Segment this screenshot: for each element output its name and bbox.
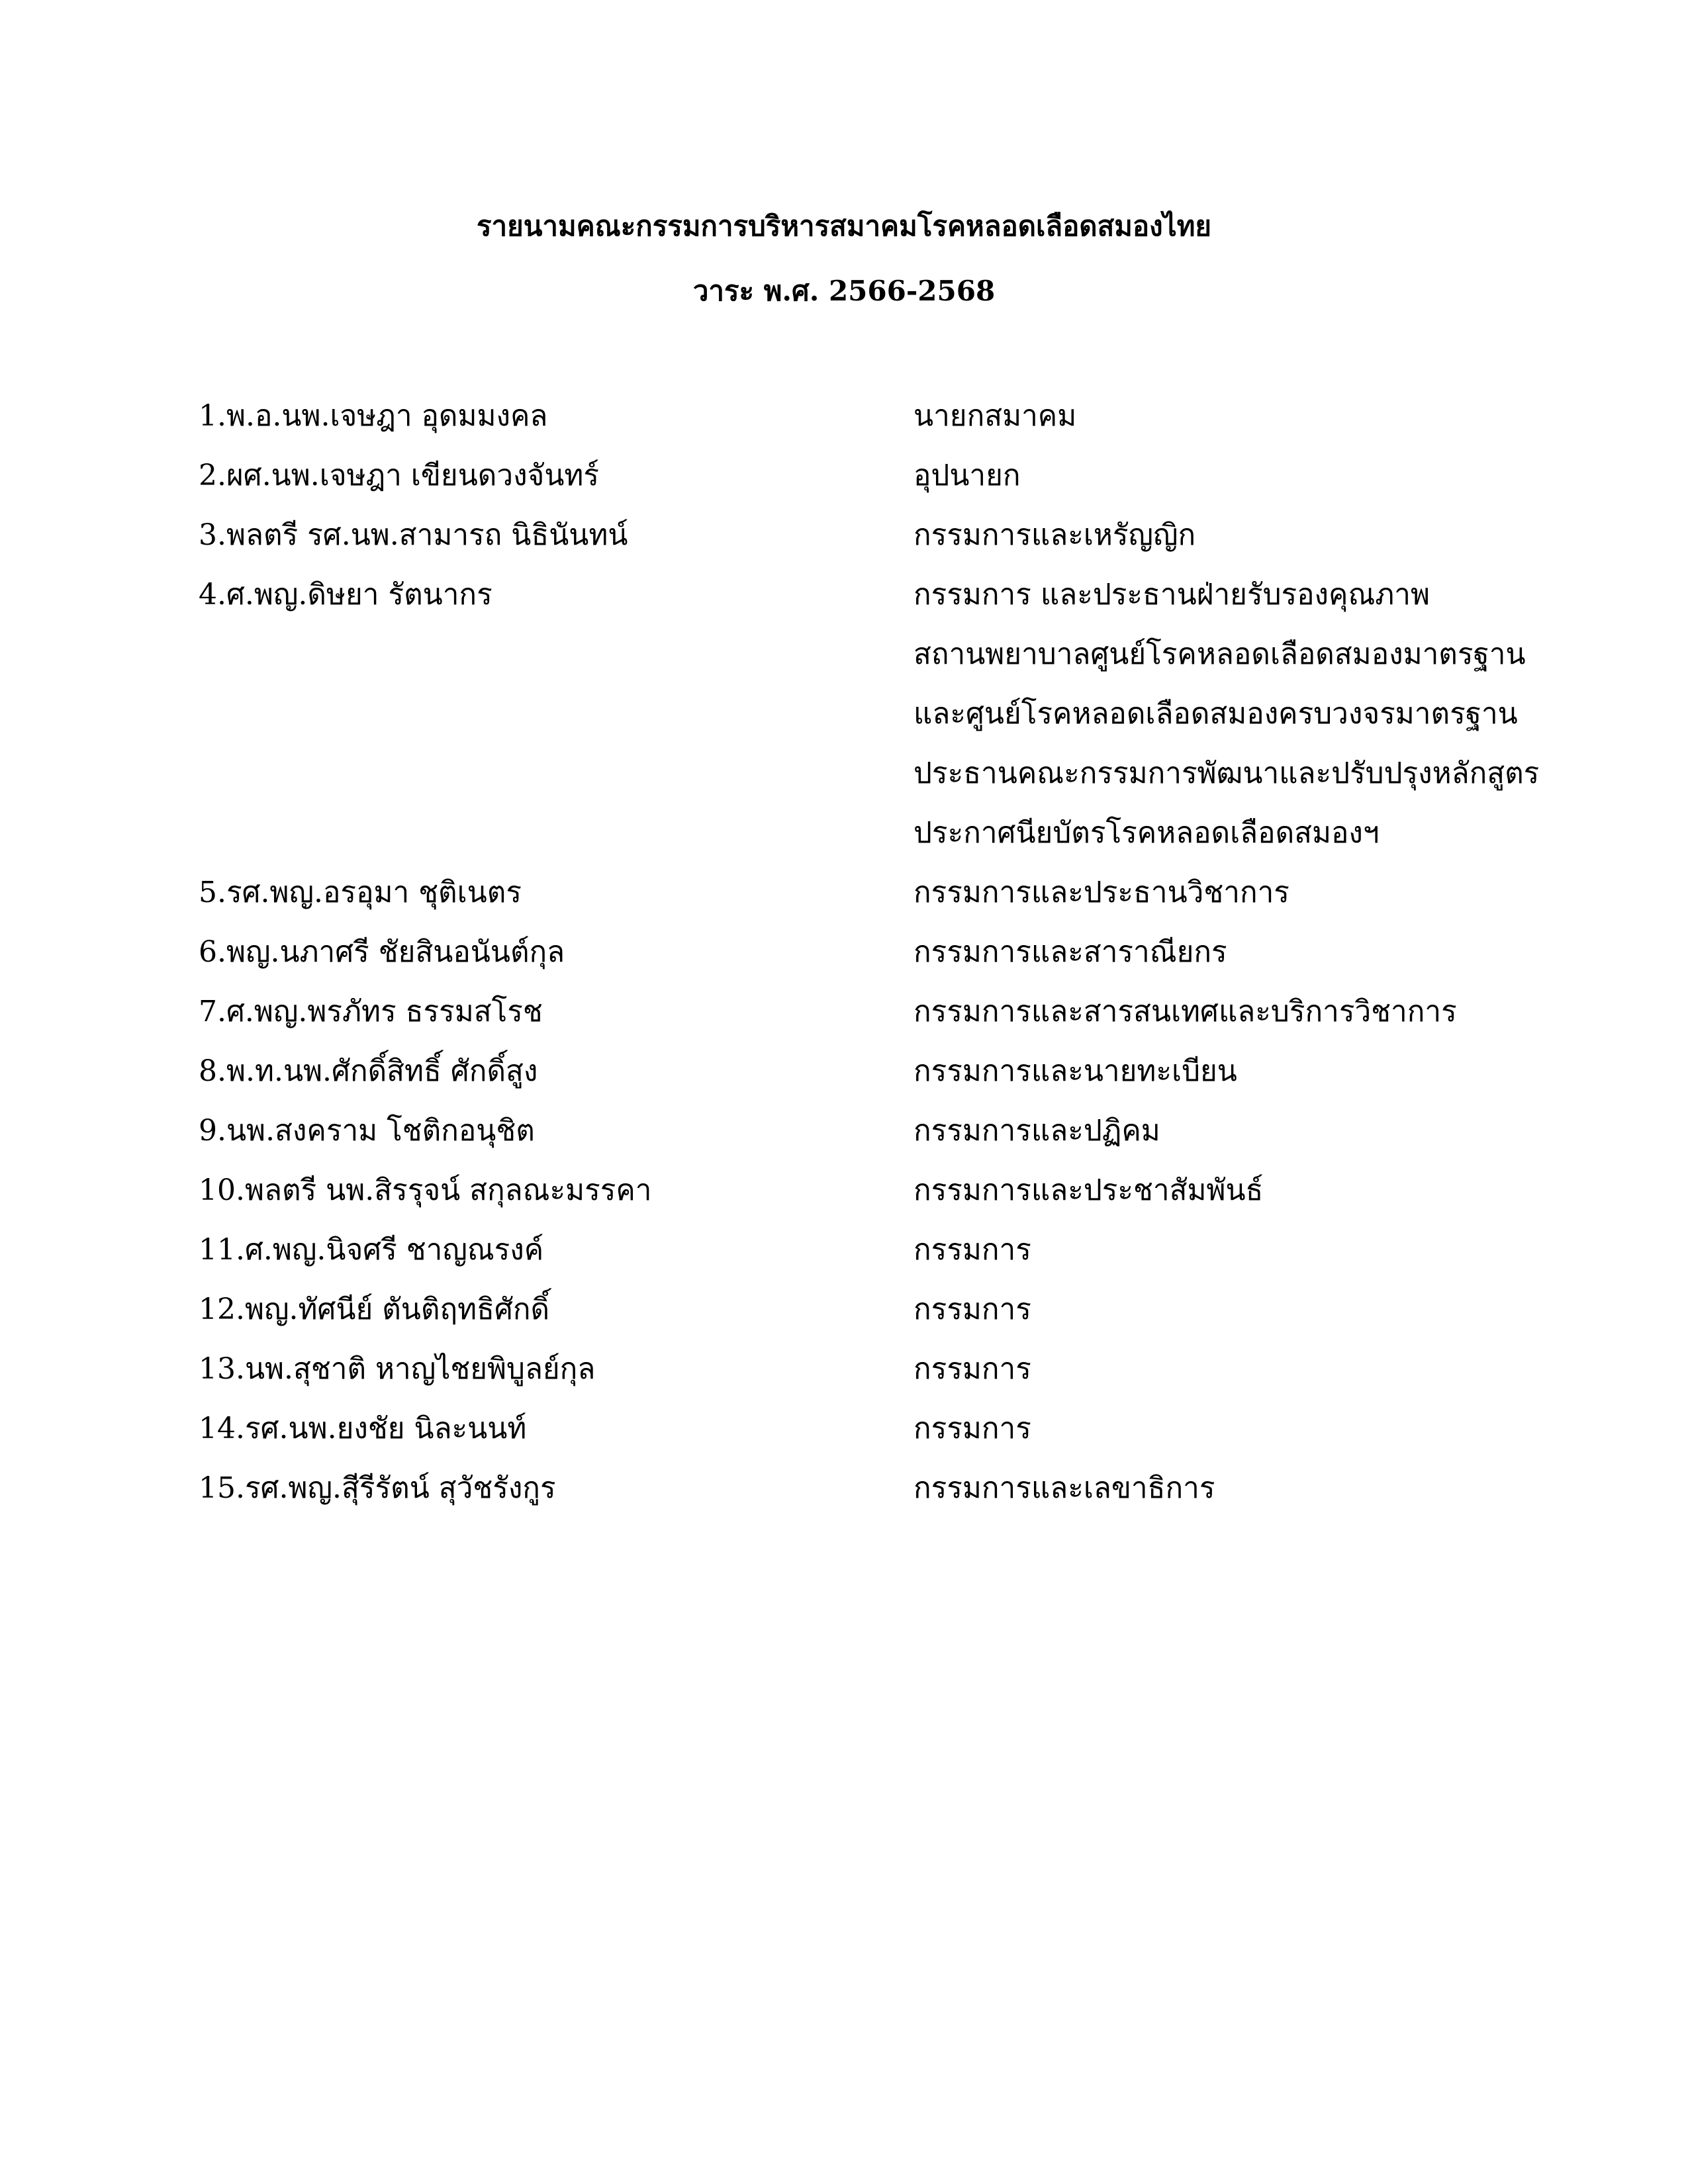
member-name: 1.พ.อ.นพ.เจษฎา อุดมมงคล xyxy=(199,399,548,433)
member-role-line: ประธานคณะกรรมการพัฒนาและปรับปรุงหลักสูตร xyxy=(914,756,1540,790)
member-name: 11.ศ.พญ.นิจศรี ชาญณรงค์ xyxy=(199,1233,544,1267)
member-row xyxy=(199,506,1523,565)
member-role-line: กรรมการและประชาสัมพันธ์ xyxy=(914,1173,1264,1207)
member-role-line: กรรมการ และประธานฝ่ายรับรองคุณภาพ xyxy=(914,578,1430,612)
member-role xyxy=(914,982,1523,1042)
member-role xyxy=(914,863,1523,923)
member-role xyxy=(914,1399,1523,1459)
member-row xyxy=(199,982,1523,1042)
member-row xyxy=(199,1280,1523,1340)
member-role xyxy=(914,506,1523,565)
member-name: 13.นพ.สุชาติ หาญไชยพิบูลย์กุล xyxy=(199,1352,596,1386)
member-role-line: กรรมการและสารสนเทศและบริการวิชาการ xyxy=(914,995,1457,1028)
member-name: 15.รศ.พญ.สุีรีรัตน์ สุวัชรังกูร xyxy=(199,1471,556,1505)
document-title: รายนามคณะกรรมการบริหารสมาคมโรคหลอดเลือดสมองไทย xyxy=(476,210,1212,242)
member-role-line: กรรมการและเลขาธิการ xyxy=(914,1471,1215,1505)
document-term: วาระ พ.ศ. 2566-2568 xyxy=(692,275,996,307)
member-role-line: กรรมการและประธานวิชาการ xyxy=(914,876,1289,909)
member-name: 6.พญ.นภาศรี ชัยสินอนันต์กุล xyxy=(199,935,565,969)
member-row xyxy=(199,387,1523,446)
member-name: 9.นพ.สงคราม โชติกอนุชิต xyxy=(199,1114,535,1148)
member-name: 7.ศ.พญ.พรภัทร ธรรมสโรช xyxy=(199,995,543,1028)
member-row xyxy=(199,1220,1523,1280)
member-role xyxy=(914,1459,1523,1518)
member-role xyxy=(914,387,1523,446)
member-role-line: กรรมการและนายทะเบียน xyxy=(914,1054,1237,1088)
member-role-line: กรรมการ xyxy=(914,1233,1031,1267)
member-row xyxy=(199,1161,1523,1220)
member-name: 10.พลตรี นพ.สิรรุจน์ สกุลณะมรรคา xyxy=(199,1173,652,1207)
member-row xyxy=(199,863,1523,923)
member-row xyxy=(199,1042,1523,1101)
member-role xyxy=(914,1101,1523,1161)
member-role-line: กรรมการและปฏิคม xyxy=(914,1114,1160,1148)
member-name: 5.รศ.พญ.อรอุมา ชุติเนตร xyxy=(199,876,522,909)
member-name: 14.รศ.นพ.ยงชัย นิละนนท์ xyxy=(199,1412,527,1445)
member-role-line: และศูนย์โรคหลอดเลือดสมองครบวงจรมาตรฐาน xyxy=(914,697,1518,731)
member-role-line: กรรมการ xyxy=(914,1352,1031,1386)
committee-roster xyxy=(199,387,1540,1518)
member-role-line: กรรมการและสาราณียกร xyxy=(914,935,1227,969)
member-row xyxy=(199,1459,1523,1518)
member-role-line: กรรมการ xyxy=(914,1412,1031,1445)
member-role xyxy=(914,446,1523,506)
member-role xyxy=(914,923,1523,982)
member-role xyxy=(914,1340,1523,1399)
member-role xyxy=(914,1280,1523,1340)
member-role xyxy=(914,1220,1523,1280)
member-role xyxy=(914,565,1539,863)
member-name: 8.พ.ท.นพ.ศักดิ์สิทธิ์ ศักดิ์สูง xyxy=(199,1054,538,1088)
member-name: 3.พลตรี รศ.นพ.สามารถ นิธินันทน์ xyxy=(199,518,628,552)
member-role-line: สถานพยาบาลศูนย์โรคหลอดเลือดสมองมาตรฐาน xyxy=(914,637,1526,671)
member-name: 12.พญ.ทัศนีย์ ตันติฤทธิศักดิ์ xyxy=(199,1293,550,1326)
member-name: 2.ผศ.นพ.เจษฎา เขียนดวงจันทร์ xyxy=(199,459,600,492)
member-row xyxy=(199,446,1523,506)
member-row xyxy=(199,1101,1523,1161)
member-row xyxy=(199,565,1540,863)
member-role xyxy=(914,1161,1523,1220)
member-name: 4.ศ.พญ.ดิษยา รัตนากร xyxy=(199,578,492,612)
member-row xyxy=(199,923,1523,982)
member-role-line: กรรมการ xyxy=(914,1293,1031,1326)
member-role-line: กรรมการและเหรัญญิก xyxy=(914,518,1196,552)
member-role-line: อุปนายก xyxy=(914,459,1021,492)
member-role-line: ประกาศนียบัตรโรคหลอดเลือดสมองฯ xyxy=(914,816,1380,850)
member-row xyxy=(199,1399,1523,1459)
member-role xyxy=(914,1042,1523,1101)
member-role-line: นายกสมาคม xyxy=(914,399,1077,433)
member-row xyxy=(199,1340,1523,1399)
